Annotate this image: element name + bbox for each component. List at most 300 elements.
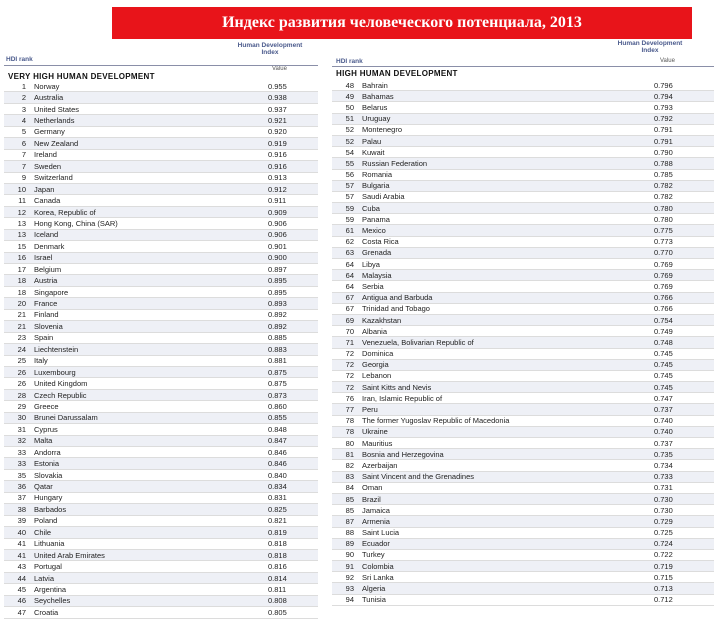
- country-cell: Hong Kong, China (SAR): [34, 218, 118, 228]
- value-cell: 0.848: [268, 424, 287, 434]
- value-cell: 0.747: [654, 393, 673, 403]
- country-cell: Hungary: [34, 493, 63, 503]
- table-row: [4, 470, 318, 481]
- rank-cell: 63: [345, 248, 354, 258]
- table-row: [332, 225, 714, 236]
- country-cell: Qatar: [34, 482, 53, 492]
- country-cell: Colombia: [362, 561, 394, 571]
- value-cell: 0.740: [654, 416, 673, 426]
- value-cell: 0.895: [268, 287, 287, 297]
- rank-cell: 20: [17, 299, 26, 309]
- rank-cell: 72: [345, 349, 354, 359]
- rank-cell: 82: [345, 460, 354, 470]
- title-banner: [112, 7, 692, 39]
- rank-cell: 10: [17, 184, 26, 194]
- rank-cell: 7: [21, 161, 26, 171]
- right-table-panel: [332, 38, 720, 605]
- rank-cell: 28: [17, 390, 26, 400]
- table-row: [4, 424, 318, 435]
- left-table-panel: [4, 42, 324, 617]
- country-cell: Denmark: [34, 241, 65, 251]
- rank-cell: 36: [17, 482, 26, 492]
- country-cell: Portugal: [34, 562, 62, 572]
- value-cell: 0.731: [654, 483, 673, 493]
- country-cell: Bahamas: [362, 91, 394, 101]
- value-cell: 0.793: [654, 102, 673, 112]
- value-cell: 0.875: [268, 379, 287, 389]
- country-cell: Lebanon: [362, 371, 392, 381]
- country-cell: Jamaica: [362, 505, 390, 515]
- table-row: [332, 158, 714, 169]
- table-row: [4, 504, 318, 515]
- value-cell: 0.724: [654, 539, 673, 549]
- table-row: [332, 203, 714, 214]
- rank-cell: 57: [345, 192, 354, 202]
- country-cell: Brunei Darussalam: [34, 413, 98, 423]
- country-cell: Spain: [34, 333, 54, 343]
- value-cell: 0.834: [268, 482, 287, 492]
- rank-cell: 41: [17, 539, 26, 549]
- rank-cell: 64: [345, 281, 354, 291]
- country-cell: Canada: [34, 196, 61, 206]
- rank-cell: 3: [21, 104, 26, 114]
- left-hdi-rank-label: HDI rank: [6, 56, 33, 63]
- country-cell: Finland: [34, 310, 59, 320]
- country-cell: Norway: [34, 81, 60, 91]
- rank-cell: 83: [345, 472, 354, 482]
- country-cell: Algeria: [362, 584, 386, 594]
- country-cell: Brazil: [362, 494, 381, 504]
- value-cell: 0.818: [268, 550, 287, 560]
- rank-cell: 70: [345, 326, 354, 336]
- table-row: [332, 382, 714, 393]
- table-row: [4, 516, 318, 527]
- table-row: [332, 561, 714, 572]
- left-index-label-line1: Human Development: [237, 42, 303, 49]
- value-cell: 0.901: [268, 241, 287, 251]
- country-cell: Uruguay: [362, 114, 391, 124]
- value-cell: 0.782: [654, 181, 673, 191]
- table-row: [332, 192, 714, 203]
- value-cell: 0.769: [654, 281, 673, 291]
- right-index-label-line2: Index: [641, 47, 659, 54]
- rank-cell: 72: [345, 371, 354, 381]
- value-cell: 0.796: [654, 80, 673, 90]
- country-cell: Mauritius: [362, 438, 393, 448]
- country-cell: Latvia: [34, 573, 55, 583]
- country-cell: New Zealand: [34, 138, 79, 148]
- rank-cell: 29: [17, 401, 26, 411]
- table-row: [332, 539, 714, 550]
- country-cell: Bahrain: [362, 80, 388, 90]
- table-row: [4, 447, 318, 458]
- country-cell: Seychelles: [34, 596, 71, 606]
- rank-cell: 64: [345, 259, 354, 269]
- table-row: [332, 270, 714, 281]
- value-cell: 0.938: [268, 93, 287, 103]
- value-cell: 0.712: [654, 595, 673, 605]
- rank-cell: 59: [345, 203, 354, 213]
- value-cell: 0.792: [654, 114, 673, 124]
- value-cell: 0.737: [654, 438, 673, 448]
- rank-cell: 33: [17, 447, 26, 457]
- value-cell: 0.909: [268, 207, 287, 217]
- country-cell: Iceland: [34, 230, 59, 240]
- table-row: [4, 310, 318, 321]
- rank-cell: 1: [21, 81, 26, 91]
- value-cell: 0.770: [654, 248, 673, 258]
- value-cell: 0.860: [268, 401, 287, 411]
- country-cell: Peru: [362, 405, 378, 415]
- value-cell: 0.730: [654, 494, 673, 504]
- value-cell: 0.725: [654, 528, 673, 538]
- table-row: [332, 237, 714, 248]
- rank-cell: 7: [21, 150, 26, 160]
- table-row: [4, 550, 318, 561]
- country-cell: The former Yugoslav Republic of Macedonia: [362, 416, 510, 426]
- rank-cell: 31: [17, 424, 26, 434]
- country-cell: Belarus: [362, 102, 388, 112]
- table-row: [4, 115, 318, 126]
- country-cell: Greece: [34, 401, 59, 411]
- table-row: [4, 218, 318, 229]
- table-row: [332, 315, 714, 326]
- rank-cell: 62: [345, 237, 354, 247]
- rank-cell: 39: [17, 516, 26, 526]
- value-cell: 0.785: [654, 170, 673, 180]
- value-cell: 0.920: [268, 127, 287, 137]
- value-cell: 0.906: [268, 230, 287, 240]
- right-value-label: Value: [660, 58, 675, 64]
- country-cell: Japan: [34, 184, 55, 194]
- value-cell: 0.745: [654, 360, 673, 370]
- rank-cell: 76: [345, 393, 354, 403]
- rank-cell: 23: [17, 333, 26, 343]
- rank-cell: 13: [17, 218, 26, 228]
- rank-cell: 52: [345, 136, 354, 146]
- table-row: [332, 360, 714, 371]
- rank-cell: 38: [17, 504, 26, 514]
- rank-cell: 11: [18, 196, 26, 206]
- value-cell: 0.916: [268, 161, 287, 171]
- country-cell: Oman: [362, 483, 383, 493]
- value-cell: 0.913: [268, 173, 287, 183]
- rank-cell: 77: [345, 405, 354, 415]
- rank-cell: 35: [17, 470, 26, 480]
- value-cell: 0.773: [654, 237, 673, 247]
- rank-cell: 9: [21, 173, 26, 183]
- rank-cell: 72: [345, 360, 354, 370]
- table-row: [332, 438, 714, 449]
- rank-cell: 67: [345, 293, 354, 303]
- country-cell: Slovenia: [34, 321, 63, 331]
- rank-cell: 26: [17, 379, 26, 389]
- rank-cell: 49: [345, 91, 354, 101]
- country-cell: Malaysia: [362, 270, 392, 280]
- table-row: [332, 595, 714, 606]
- table-row: [332, 550, 714, 561]
- country-cell: Azerbaijan: [362, 460, 398, 470]
- value-cell: 0.873: [268, 390, 287, 400]
- country-cell: Singapore: [34, 287, 69, 297]
- right-table-body: [332, 80, 714, 606]
- rank-cell: 5: [21, 127, 26, 137]
- country-cell: Saint Lucia: [362, 528, 400, 538]
- table-row: [332, 516, 714, 527]
- country-cell: Iran, Islamic Republic of: [362, 393, 443, 403]
- table-row: [4, 378, 318, 389]
- left-value-label: Value: [272, 66, 287, 72]
- rank-cell: 50: [345, 102, 354, 112]
- country-cell: Venezuela, Bolivarian Republic of: [362, 337, 474, 347]
- value-cell: 0.722: [654, 550, 673, 560]
- rank-cell: 6: [21, 138, 26, 148]
- table-row: [4, 207, 318, 218]
- value-cell: 0.897: [268, 264, 287, 274]
- country-cell: Chile: [34, 527, 52, 537]
- table-row: [332, 483, 714, 494]
- table-row: [332, 259, 714, 270]
- table-row: [4, 298, 318, 309]
- table-row: [332, 170, 714, 181]
- table-row: [332, 404, 714, 415]
- country-cell: Armenia: [362, 516, 390, 526]
- rank-cell: 61: [345, 226, 354, 236]
- country-cell: Serbia: [362, 281, 384, 291]
- value-cell: 0.883: [268, 344, 287, 354]
- right-header-rule: [332, 66, 714, 67]
- rank-cell: 21: [17, 310, 26, 320]
- country-cell: Sri Lanka: [362, 572, 394, 582]
- value-cell: 0.814: [268, 573, 287, 583]
- left-group-label: VERY HIGH HUMAN DEVELOPMENT: [8, 72, 155, 81]
- value-cell: 0.821: [268, 516, 287, 526]
- rank-cell: 57: [345, 181, 354, 191]
- value-cell: 0.893: [268, 299, 287, 309]
- value-cell: 0.745: [654, 371, 673, 381]
- rank-cell: 44: [17, 573, 26, 583]
- value-cell: 0.911: [268, 196, 287, 206]
- rank-cell: 17: [17, 264, 26, 274]
- table-row: [332, 528, 714, 539]
- country-cell: Montenegro: [362, 125, 403, 135]
- value-cell: 0.846: [268, 447, 287, 457]
- rank-cell: 47: [17, 607, 26, 617]
- rank-cell: 13: [17, 230, 26, 240]
- rank-cell: 25: [17, 356, 26, 366]
- value-cell: 0.735: [654, 449, 673, 459]
- country-cell: Barbados: [34, 504, 67, 514]
- country-cell: Belgium: [34, 264, 62, 274]
- country-cell: Costa Rica: [362, 237, 399, 247]
- right-index-header: [590, 40, 710, 54]
- country-cell: Cuba: [362, 203, 380, 213]
- rank-cell: 24: [17, 344, 26, 354]
- table-row: [4, 367, 318, 378]
- table-row: [4, 584, 318, 595]
- country-cell: Kuwait: [362, 147, 385, 157]
- value-cell: 0.730: [654, 505, 673, 515]
- table-row: [4, 173, 318, 184]
- country-cell: United Arab Emirates: [34, 550, 105, 560]
- country-cell: Trinidad and Tobago: [362, 304, 430, 314]
- value-cell: 0.919: [268, 138, 287, 148]
- country-cell: Saint Kitts and Nevis: [362, 382, 432, 392]
- rank-cell: 48: [345, 80, 354, 90]
- value-cell: 0.790: [654, 147, 673, 157]
- country-cell: Korea, Republic of: [34, 207, 96, 217]
- value-cell: 0.955: [268, 81, 287, 91]
- country-cell: Ireland: [34, 150, 57, 160]
- country-cell: Australia: [34, 93, 64, 103]
- value-cell: 0.737: [654, 405, 673, 415]
- value-cell: 0.819: [268, 527, 287, 537]
- table-row: [4, 150, 318, 161]
- rank-cell: 18: [17, 287, 26, 297]
- rank-cell: 93: [345, 584, 354, 594]
- rank-cell: 40: [17, 527, 26, 537]
- country-cell: Mexico: [362, 226, 386, 236]
- table-row: [4, 127, 318, 138]
- country-cell: Ukraine: [362, 427, 388, 437]
- rank-cell: 46: [17, 596, 26, 606]
- country-cell: Saint Vincent and the Grenadines: [362, 472, 475, 482]
- value-cell: 0.916: [268, 150, 287, 160]
- table-row: [332, 80, 714, 91]
- table-row: [4, 241, 318, 252]
- value-cell: 0.788: [654, 158, 673, 168]
- country-cell: Albania: [362, 326, 388, 336]
- table-row: [4, 390, 318, 401]
- rank-cell: 51: [345, 114, 354, 124]
- rank-cell: 78: [345, 427, 354, 437]
- rank-cell: 94: [345, 595, 354, 605]
- country-cell: Switzerland: [34, 173, 73, 183]
- table-row: [4, 344, 318, 355]
- country-cell: Slovakia: [34, 470, 63, 480]
- table-row: [4, 138, 318, 149]
- table-row: [4, 253, 318, 264]
- table-row: [332, 416, 714, 427]
- country-cell: Grenada: [362, 248, 392, 258]
- value-cell: 0.769: [654, 270, 673, 280]
- value-cell: 0.885: [268, 333, 287, 343]
- country-cell: Poland: [34, 516, 58, 526]
- value-cell: 0.754: [654, 315, 673, 325]
- country-cell: United Kingdom: [34, 379, 88, 389]
- country-cell: Bosnia and Herzegovina: [362, 449, 444, 459]
- rank-cell: 88: [345, 528, 354, 538]
- value-cell: 0.881: [268, 356, 287, 366]
- country-cell: Lithuania: [34, 539, 65, 549]
- left-index-header: [230, 42, 310, 56]
- rank-cell: 16: [17, 253, 26, 263]
- table-row: [332, 583, 714, 594]
- rank-cell: 64: [345, 270, 354, 280]
- table-row: [4, 401, 318, 412]
- value-cell: 0.740: [654, 427, 673, 437]
- country-cell: United States: [34, 104, 80, 114]
- value-cell: 0.715: [654, 572, 673, 582]
- table-row: [332, 449, 714, 460]
- table-row: [4, 436, 318, 447]
- table-row: [332, 248, 714, 259]
- country-cell: Czech Republic: [34, 390, 87, 400]
- rank-cell: 41: [17, 550, 26, 560]
- right-index-label-line1: Human Development: [617, 40, 683, 47]
- value-cell: 0.892: [268, 310, 287, 320]
- country-cell: Argentina: [34, 584, 67, 594]
- table-row: [332, 181, 714, 192]
- country-cell: Liechtenstein: [34, 344, 79, 354]
- page-title: Индекс развития человеческого потенциала, 2013: [222, 14, 582, 31]
- rank-cell: 80: [345, 438, 354, 448]
- left-index-label-line2: Index: [261, 49, 279, 56]
- country-cell: Panama: [362, 214, 390, 224]
- table-row: [4, 356, 318, 367]
- value-cell: 0.713: [654, 584, 673, 594]
- value-cell: 0.875: [268, 367, 287, 377]
- table-row: [4, 333, 318, 344]
- value-cell: 0.745: [654, 349, 673, 359]
- table-row: [332, 281, 714, 292]
- value-cell: 0.840: [268, 470, 287, 480]
- table-row: [4, 81, 318, 92]
- rank-cell: 18: [17, 276, 26, 286]
- left-table-body: [4, 81, 318, 619]
- table-row: [332, 472, 714, 483]
- rank-cell: 91: [345, 561, 354, 571]
- table-row: [332, 114, 714, 125]
- table-row: [4, 493, 318, 504]
- value-cell: 0.816: [268, 562, 287, 572]
- country-cell: Libya: [362, 259, 380, 269]
- country-cell: Ecuador: [362, 539, 390, 549]
- value-cell: 0.769: [654, 259, 673, 269]
- table-row: [4, 184, 318, 195]
- country-cell: Israel: [34, 253, 53, 263]
- table-row: [332, 304, 714, 315]
- value-cell: 0.766: [654, 293, 673, 303]
- table-row: [332, 572, 714, 583]
- rank-cell: 81: [345, 449, 354, 459]
- rank-cell: 12: [17, 207, 26, 217]
- value-cell: 0.749: [654, 326, 673, 336]
- rank-cell: 59: [345, 214, 354, 224]
- value-cell: 0.846: [268, 459, 287, 469]
- table-row: [332, 337, 714, 348]
- rank-cell: 87: [345, 516, 354, 526]
- table-row: [4, 287, 318, 298]
- rank-cell: 71: [345, 337, 354, 347]
- country-cell: Palau: [362, 136, 382, 146]
- country-cell: Dominica: [362, 349, 394, 359]
- rank-cell: 85: [345, 494, 354, 504]
- value-cell: 0.791: [654, 136, 673, 146]
- rank-cell: 55: [345, 158, 354, 168]
- table-row: [4, 413, 318, 424]
- table-row: [4, 92, 318, 103]
- country-cell: Croatia: [34, 607, 59, 617]
- country-cell: Estonia: [34, 459, 60, 469]
- table-row: [332, 102, 714, 113]
- rank-cell: 30: [17, 413, 26, 423]
- rank-cell: 67: [345, 304, 354, 314]
- table-row: [332, 125, 714, 136]
- value-cell: 0.906: [268, 218, 287, 228]
- country-cell: Romania: [362, 170, 393, 180]
- rank-cell: 26: [17, 367, 26, 377]
